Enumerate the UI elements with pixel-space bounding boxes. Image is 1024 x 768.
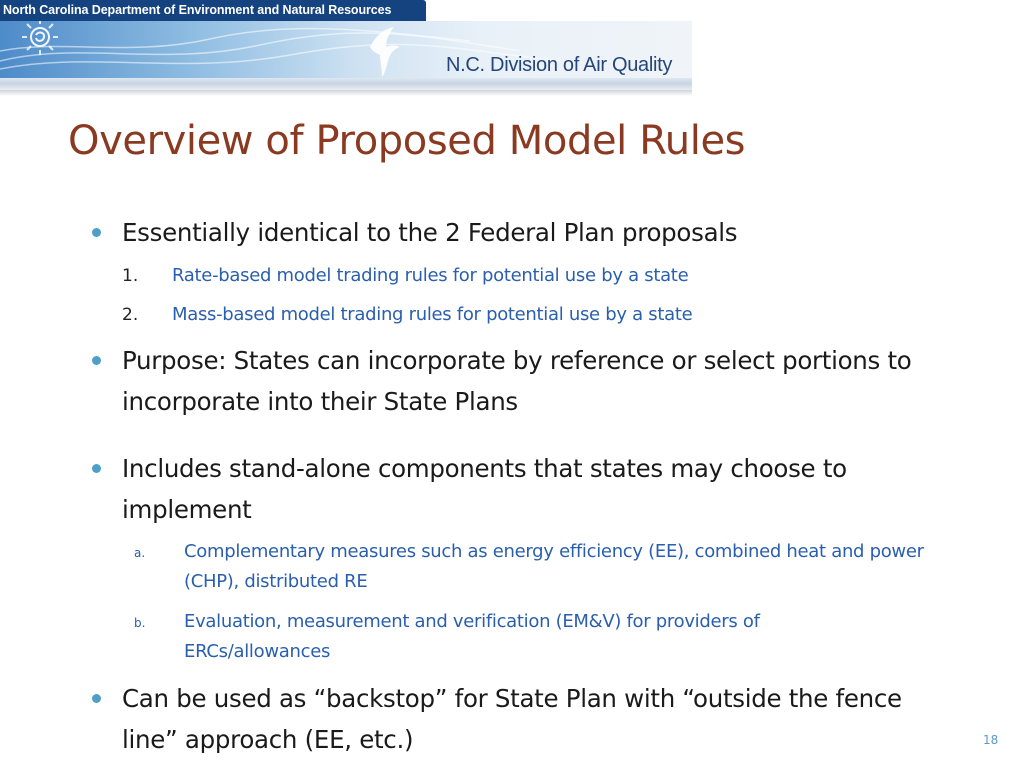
subitem: Evaluation, measurement and verification (EM&V) for providers of ERCs/allowances: [184, 611, 760, 662]
subitem: Mass-based model trading rules for potential use by a state: [172, 304, 693, 325]
bullet-item: Purpose: States can incorporate by reference or select portions to incorporate into their State Plans: [122, 346, 912, 416]
sun-swirl-icon: [22, 21, 58, 55]
subitem: Complementary measures such as energy efficiency (EE), combined heat and power (CHP), distributed RE: [184, 541, 924, 592]
agency-name: North Carolina Department of Environment and Natural Resources: [3, 3, 392, 17]
page-number: 18: [983, 733, 999, 747]
division-name: N.C. Division of Air Quality: [446, 54, 673, 76]
subitem-marker: 2.: [122, 305, 139, 325]
bullet-item: Can be used as “backstop” for State Plan with “outside the fence line” approach (EE, etc.): [122, 684, 902, 754]
bullet-dot-icon: [92, 694, 101, 703]
bullet-item: Includes stand-alone components that states may choose to implement: [122, 454, 847, 524]
agency-bar: [0, 0, 426, 21]
banner-stripe: [0, 78, 692, 90]
subitem: Rate-based model trading rules for potential use by a state: [172, 265, 689, 286]
slide-title: Overview of Proposed Model Rules: [68, 118, 746, 164]
bullet-item: Essentially identical to the 2 Federal Plan proposals: [122, 218, 738, 247]
bullet-dot-icon: [92, 356, 101, 365]
banner-artwork: [0, 21, 692, 78]
header-banner: [0, 0, 692, 96]
subitem-marker: 1.: [122, 266, 139, 286]
banner-shadow: [0, 90, 692, 96]
bullet-dot-icon: [92, 464, 101, 473]
subitem-marker: b.: [134, 616, 146, 630]
bullet-dot-icon: [92, 228, 101, 237]
subitem-marker: a.: [134, 546, 146, 560]
